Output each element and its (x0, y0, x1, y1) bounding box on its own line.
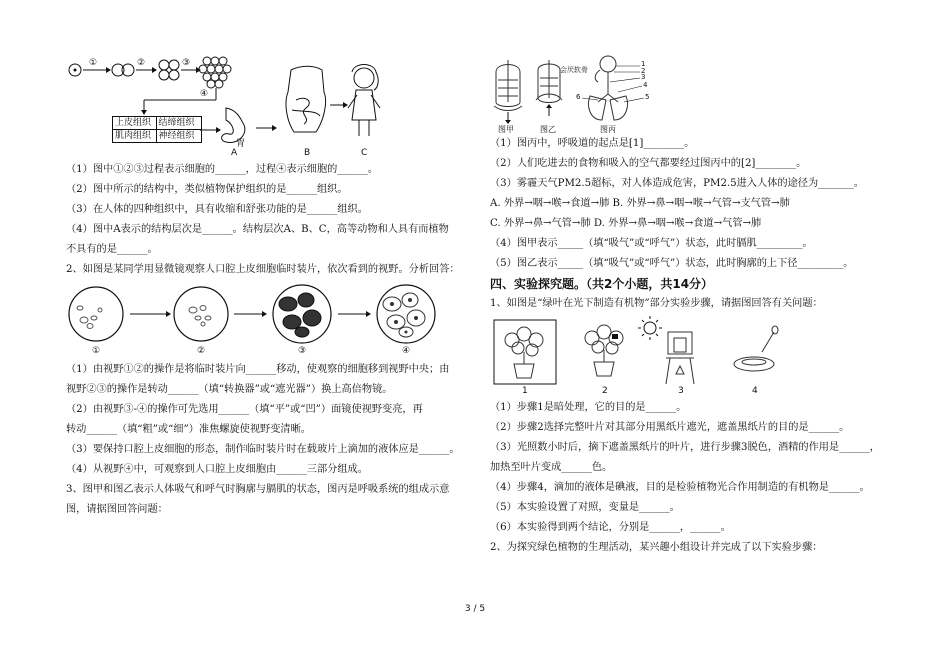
q4-line-3: （3）光照数小时后，摘下遮盖黑纸片的叶片，进行步骤3脱色，酒精的作用是______， (490, 442, 880, 453)
right-column (490, 50, 890, 558)
q2-line-2: 视野②③的操作是转动______（填“转换器”或“遮光器”）换上高倍物镜。 (66, 384, 393, 395)
q3-line-4: （4）图甲表示_____（填“吸气”或“呼气”）状态，此时膈肌_________。 (490, 238, 813, 249)
step-label-3: 3 (678, 386, 684, 396)
q2-line-5: （3）要保持口腔上皮细胞的形态，制作临时装片时在载玻片上滴加的液体应是______。 (66, 444, 460, 455)
q4-line-7: （6）本实验得到两个结论，分别是______，______。 (490, 522, 731, 533)
microscope-views-figure (66, 280, 466, 360)
arrow-label-1: ① (89, 58, 98, 68)
epiglottis-label: 会厌软骨 (560, 66, 588, 74)
q4-line-4: 加热至叶片变成______色。 (490, 462, 613, 473)
view-label-1: ① (92, 346, 101, 356)
step-label-1: 1 (522, 386, 528, 396)
q1-line-3: （3）在人体的四种组织中，具有收缩和舒张功能的是______组织。 (66, 204, 368, 215)
tissue-table (112, 116, 202, 143)
q3-line-1: （1）图丙中，呼吸道的起点是[1]________。 (490, 138, 695, 149)
q4-line-5: （4）步骤4，滴加的液体是碘液，目的是检验植物光合作用制造的有机物是______。 (490, 482, 870, 493)
q5-intro: 2、为探究绿色植物的生理活动，某兴趣小组设计并完成了以下实验步骤： (490, 542, 823, 553)
organ-label-b: B (304, 148, 311, 158)
section-4-title: 四、实验探究题。（共2个小题，共14分） (490, 277, 714, 291)
q4-line-6: （5）本实验设置了对照，变量是______。 (490, 502, 680, 513)
q1-line-4: （4）图中A表示的结构层次是______。结构层次A、B、C，高等动物和人具有而植物 (66, 224, 449, 235)
fig-label-yi: 图乙 (540, 125, 556, 134)
q1-line-2: （2）图中所示的结构中，类似植物保护组织的是______组织。 (66, 184, 348, 195)
arrow-label-3: ③ (182, 58, 191, 68)
page-number: 3 / 5 (464, 604, 486, 614)
view-label-3: ③ (298, 346, 307, 356)
step-label-2: 2 (602, 386, 608, 396)
q2-line-4: 转动______（填“粗”或“细”）准焦螺旋使视野变清晰。 (66, 424, 311, 435)
tissue-nerve: 神经组织 (158, 131, 195, 141)
organ-label-c: C (361, 148, 368, 158)
step-label-4: 4 (752, 386, 758, 396)
q3-intro-line-1: 3、图甲和图乙表示人体吸气和呼气时胸廓与膈肌的状态，图丙是呼吸系统的组成示意 (66, 484, 450, 495)
photosynthesis-figure (490, 314, 790, 398)
q3-option-ab: A. 外界→咽→喉→食道→肺 B. 外界→鼻→咽→喉→气管→支气管→肺 (490, 198, 790, 209)
fig-label-bing: 图丙 (600, 125, 616, 134)
q3-line-5: （5）图乙表示_____（填“吸气”或“呼气”）状态，此时胸廓的上下径_________。 (490, 258, 854, 269)
q4-line-2: （2）步骤2选择完整叶片对其部分用黑纸片遮光，遮盖黑纸片的目的是______。 (490, 422, 850, 433)
q4-line-1: （1）步骤1是暗处理，它的目的是______。 (490, 402, 687, 413)
view-label-4: ④ (402, 346, 411, 356)
left-column (66, 50, 470, 520)
part-number-4: 4 (643, 81, 648, 89)
tissue-connective: 结缔组织 (158, 118, 195, 128)
tissue-epithelial: 上皮组织 (115, 117, 157, 129)
part-number-6: 6 (576, 93, 581, 101)
q1-line-5: 不具有的是______。 (66, 244, 158, 255)
view-label-2: ② (197, 346, 206, 356)
q3-option-cd: C. 外界→鼻→气管→肺 D. 外界→鼻→咽→喉→食道→气管→肺 (490, 218, 762, 229)
cell-development-diagram (66, 50, 386, 160)
q2-line-3: （2）由视野③-④的操作可先选用______（填“平”或“凹”）面镜使视野变亮，再 (66, 404, 423, 415)
stomach-label: 胃 (236, 139, 246, 149)
q3-intro-line-2: 图，请据图回答问题： (66, 504, 168, 515)
q3-line-2: （2）人们吃进去的食物和吸入的空气都要经过图丙中的[2]________。 (490, 158, 807, 169)
q3-line-3: （3）雾霾天气PM2.5超标，对人体造成危害，PM2.5进入人体的途径为_______。 (490, 178, 864, 189)
respiration-figure (490, 50, 670, 134)
tissue-muscle: 肌肉组织 (115, 130, 157, 142)
q2-line-6: （4）从视野④中，可观察到人口腔上皮细胞由______三部分组成。 (66, 464, 368, 475)
part-number-1: 1 (641, 60, 646, 68)
cell-tissue-figure (66, 50, 386, 160)
part-number-3: 3 (641, 73, 646, 81)
photosynthesis-diagram (490, 314, 790, 398)
organ-label-a: A (231, 148, 238, 158)
fig-label-jia: 图甲 (498, 125, 514, 134)
q2-line-1: （1）由视野①②的操作是将临时装片向______移动，使观察的细胞移到视野中央；由 (66, 364, 450, 375)
arrow-label-4: ④ (200, 89, 209, 99)
arrow-label-2: ② (137, 58, 146, 68)
q4-intro: 1、如图是“绿叶在光下制造有机物”部分实验步骤，请据图回答有关问题： (490, 298, 823, 309)
q1-line-1: （1）图中①②③过程表示细胞的______，过程④表示细胞的______。 (66, 164, 379, 175)
part-number-5: 5 (645, 93, 650, 101)
q2-intro: 2、如图是某同学用显微镜观察人口腔上皮细胞临时装片，依次看到的视野。分析回答： (66, 264, 460, 275)
part-number-2: 2 (641, 67, 646, 75)
